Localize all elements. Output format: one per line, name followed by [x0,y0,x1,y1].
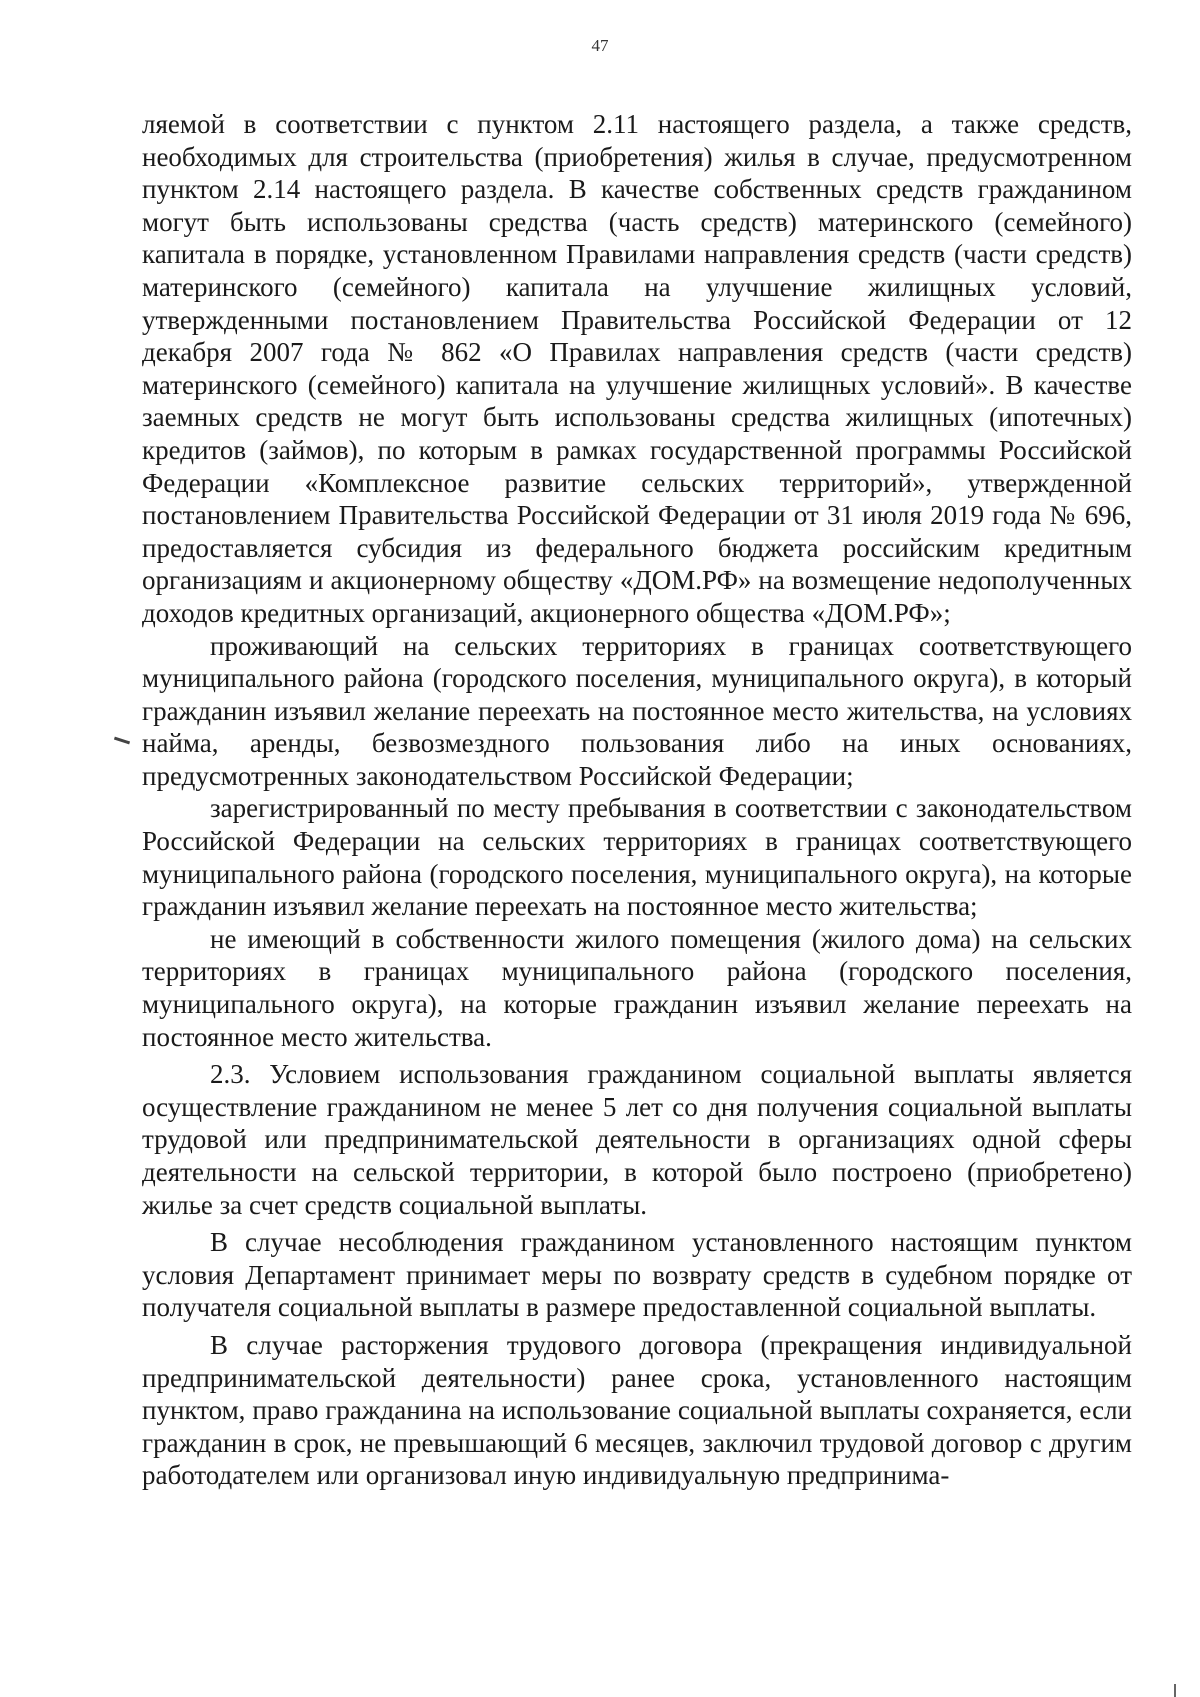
paragraph-no-property: не имеющий в собственности жилого помещения (жилого дома) на сельских территориях в границах муниципального района (городского поселения, муниципального округа), на которые гражданин изъявил желание переехать на постоянное место жительства. [142,923,1132,1052]
document-body [142,108,1132,1492]
paragraph-residing: проживающий на сельских территориях в границах соответствующего муниципального района (городского поселения, муниципального округа), в который гражданин изъявил желание переехать на постоянное место жительства, на условиях найма, аренды, безвозмездного пользования либо на иных основаниях, предусмотренных законодательством Российской Федерации; [142,630,1132,791]
paragraph-contract-termination: В случае расторжения трудового договора (прекращения индивидуальной предпринимательской деятельности) ранее срока, установленного настоящим пунктом, право гражданина на использование социальной выплаты сохраняется, если гражданин в срок, не превышающий 6 месяцев, заключил трудовой договор с другим работодателем или организовал иную индивидуальную предпринима- [142,1329,1132,1491]
paragraph-non-compliance: В случае несоблюдения гражданином установленного настоящим пунктом условия Департамент принимает меры по возврату средств в судебном порядке от получателя социальной выплаты в размере предоставленной социальной выплаты. [142,1227,1132,1323]
paragraph-registered: зарегистрированный по месту пребывания в соответствии с законодательством Российской Федерации на сельских территориях в границах соответствующего муниципального района (городского поселения, муниципального округа), на которые гражданин изъявил желание переехать на постоянное место жительства; [142,793,1132,922]
paragraph-clause-2-3: 2.3. Условием использования гражданином социальной выплаты является осуществление гражданином не менее 5 лет со дня получения социальной выплаты трудовой или предпринимательской деятельности в организациях одной сферы деятельности на сельской территории, в которой было построено (приобретено) жилье за счет средств социальной выплаты. [142,1059,1132,1220]
scan-edge-mark [1174,1684,1176,1697]
margin-pen-mark [114,737,130,745]
paragraph-continuation: ляемой в соответствии с пунктом 2.11 настоящего раздела, а также средств, необходимых для строительства (приобретения) жилья в случае, предусмотренном пунктом 2.14 настоящего раздела. В качестве собственных средств гражданином могут быть использованы средства (часть средств) материнского (семейного) капитала в порядке, установленном Правилами направления средств (части средств) материнского (семейного) капитала на улучшение жилищных условий, утвержденными постановлением Правительства Российской Федерации от 12 декабря 2007 года № 862 «О Правилах направления средств (части средств) материнского (семейного) капитала на улучшение жилищных условий». В качестве заемных средств не могут быть использованы средства жилищных (ипотечных) кредитов (займов), по которым в рамках государственной программы Российской Федерации «Комплексное развитие сельских территорий», утвержденной постановлением Правительства Российской Федерации от 31 июля 2019 года № 696, предоставляется субсидия из федерального бюджета российским кредитным организациям и акционерному обществу «ДОМ.РФ» на возмещение недополученных доходов кредитных организаций, акционерного общества «ДОМ.РФ»; [142,109,1132,628]
page-number: 47 [591,36,609,55]
